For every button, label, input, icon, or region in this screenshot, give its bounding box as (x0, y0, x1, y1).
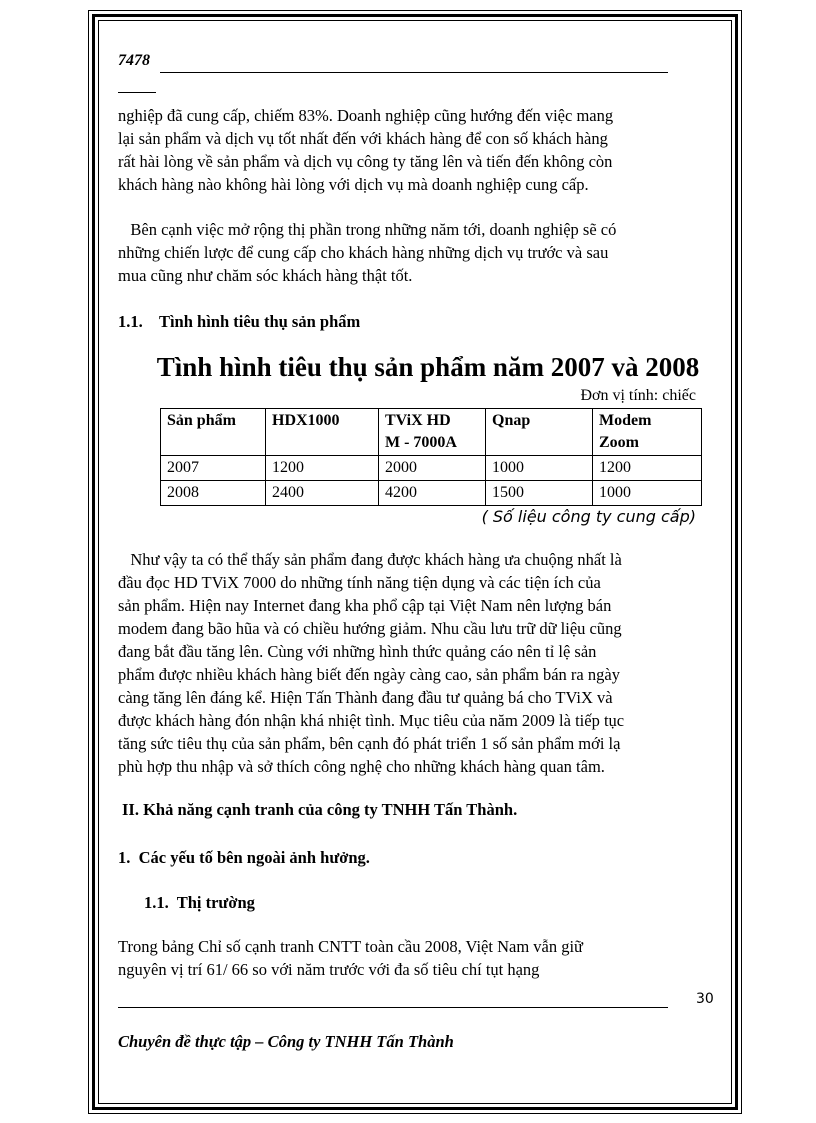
text-line: đang bắt đầu tăng lên. Cùng với những hình thức quảng cáo nên tỉ lệ sản (118, 642, 597, 661)
text-line: càng tăng lên đáng kể. Hiện Tấn Thành đang đầu tư quảng bá cho TViX và (118, 688, 613, 707)
text-line: Như vậy ta có thể thấy sản phẩm đang được khách hàng ưa chuộng nhất là (118, 550, 622, 569)
table-cell: 4200 (379, 481, 486, 506)
header-dash (118, 92, 156, 93)
header-label: TViX HD (385, 412, 451, 429)
section-heading-II: II. Khả năng cạnh tranh của công ty TNHH Tấn Thành. (122, 800, 518, 819)
text-line: Trong bảng Chỉ số cạnh tranh CNTT toàn cầu 2008, Việt Nam vẫn giữ (118, 937, 584, 956)
table-cell: 2000 (379, 456, 486, 481)
header-rule (160, 72, 668, 73)
paragraph-3 (118, 548, 698, 778)
paragraph-4 (118, 935, 698, 981)
footer-rule (118, 1007, 668, 1008)
table-cell: 1000 (593, 481, 702, 506)
text-line: những chiến lược để cung cấp cho khách hàng những dịch vụ trước và sau (118, 243, 609, 262)
table-row (161, 456, 702, 481)
text-line: khách hàng nào không hài lòng với dịch vụ mà doanh nghiệp cung cấp. (118, 175, 589, 194)
header-label: Zoom (599, 434, 639, 451)
header-label: Modem (599, 412, 652, 429)
table-cell: 2007 (161, 456, 266, 481)
text-line: được khách hàng đón nhận khá nhiệt tình. Mục tiêu của năm 2009 là tiếp tục (118, 711, 625, 730)
text-line: nghiệp đã cung cấp, chiếm 83%. Doanh nghiệp cũng hướng đến việc mang (118, 106, 614, 125)
header-label: Sản phẩm (167, 412, 236, 429)
text-line: nguyên vị trí 61/ 66 so với năm trước với đa số tiêu chí tụt hạng (118, 960, 540, 979)
header-label: M - 7000A (385, 434, 457, 451)
text-line: rất hài lòng về sản phẩm và dịch vụ công ty tăng lên và tiến đến không còn (118, 152, 613, 171)
paragraph-1 (118, 104, 698, 196)
table-source-note: ( Số liệu công ty cung cấp) (481, 507, 696, 526)
page-number: 30 (696, 991, 714, 1007)
table-cell: 1000 (486, 456, 593, 481)
header-label: Qnap (492, 412, 531, 429)
header-label: HDX1000 (272, 412, 340, 429)
section-heading-1: 1. Các yếu tố bên ngoài ảnh hưởng. (118, 848, 370, 867)
table-unit: Đơn vị tính: chiếc (580, 387, 696, 404)
table-title: Tình hình tiêu thụ sản phẩm năm 2007 và 2008 (156, 352, 700, 382)
table-header-row (161, 409, 702, 456)
header-cell (593, 409, 702, 456)
header-cell (379, 409, 486, 456)
text-line: mua cũng như chăm sóc khách hàng thật tốt. (118, 266, 413, 285)
header-cell (266, 409, 379, 456)
sales-table (160, 408, 702, 506)
section-heading-1-1-market: 1.1. Thị trường (144, 893, 255, 912)
document-number: 7478 (118, 52, 150, 69)
text-line: modem đang bão hũa và có chiều hướng giảm. Nhu cầu lưu trữ dữ liệu cũng (118, 619, 622, 638)
text-line: tăng sức tiêu thụ của sản phẩm, bên cạnh đó phát triển 1 số sản phẩm mới lạ (118, 734, 621, 753)
text-line: Bên cạnh việc mở rộng thị phần trong những năm tới, doanh nghiệp sẽ có (118, 220, 617, 239)
text-line: lại sản phẩm và dịch vụ tốt nhất đến với khách hàng để con số khách hàng (118, 129, 608, 148)
text-line: phù hợp thu nhập và sở thích công nghệ cho những khách hàng quan tâm. (118, 757, 605, 776)
paragraph-2 (118, 218, 698, 287)
table-row (161, 481, 702, 506)
table-cell: 1200 (593, 456, 702, 481)
table-cell: 1500 (486, 481, 593, 506)
text-line: đầu đọc HD TViX 7000 do những tính năng tiện dụng và các tiện ích của (118, 573, 601, 592)
table-cell: 1200 (266, 456, 379, 481)
text-line: sản phẩm. Hiện nay Internet đang kha phổ cập tại Việt Nam nên lượng bán (118, 596, 612, 615)
header-cell (486, 409, 593, 456)
section-heading-1-1: 1.1. Tình hình tiêu thụ sản phẩm (118, 312, 361, 331)
table-cell: 2008 (161, 481, 266, 506)
footer-title: Chuyên đề thực tập – Công ty TNHH Tấn Thành (118, 1032, 454, 1051)
header-cell (161, 409, 266, 456)
text-line: phẩm được nhiều khách hàng biết đến ngày càng cao, sản phẩm bán ra ngày (118, 665, 620, 684)
table-cell: 2400 (266, 481, 379, 506)
